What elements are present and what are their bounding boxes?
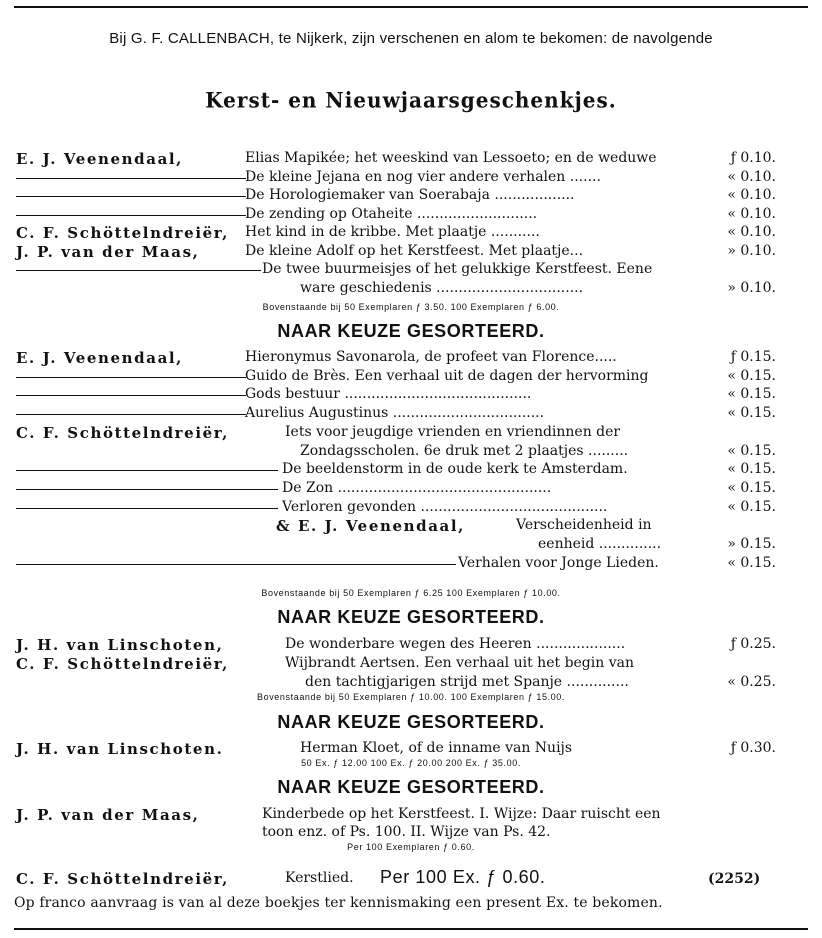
book-title: Wijbrandt Aertsen. Een verhaal uit het begin van bbox=[285, 655, 634, 671]
ditto-dash bbox=[16, 489, 278, 490]
book-title: De Horologiemaker van Soerabaja .................. bbox=[245, 187, 575, 203]
summary-3: Bovenstaande bij 50 Exemplaren ƒ 10.00. 100 Exemplaren ƒ 15.00. bbox=[257, 692, 565, 702]
book-price: ƒ 0.25. bbox=[730, 636, 776, 652]
book-price: « 0.10. bbox=[727, 224, 776, 240]
book-title-kinderbede: Kinderbede op het Kerstfeest. I. Wijze: Daar ruischt een bbox=[262, 806, 661, 822]
author: C. F. Schöttelndreiër, bbox=[16, 655, 229, 673]
intro-text: Bij G. F. CALLENBACH, te Nijkerk, zijn verschenen en alom te bekomen: de navolgende bbox=[109, 30, 713, 47]
ditto-dash bbox=[16, 414, 246, 415]
book-price: « 0.10. bbox=[727, 168, 776, 185]
book-title: Het kind in de kribbe. Met plaatje ........... bbox=[245, 224, 540, 240]
summary-4: 50 Ex. ƒ 12.00 100 Ex. ƒ 20.00 200 Ex. ƒ 35.00. bbox=[301, 758, 521, 768]
author: C. F. Schöttelndreiër, bbox=[16, 423, 229, 442]
author-maas-2: J. P. van der Maas, bbox=[16, 806, 200, 824]
author: E. J. Veenendaal, bbox=[16, 349, 184, 367]
footer-text: Op franco aanvraag is van al deze boekjes ter kennismaking een present Ex. te bekomen. bbox=[14, 895, 663, 911]
author-schottelndreier-3: C. F. Schöttelndreiër, bbox=[16, 870, 229, 888]
ditto-dash bbox=[16, 215, 246, 216]
book-price: « 0.15. bbox=[727, 442, 776, 459]
book-title-kinderbede-2: toon enz. of Ps. 100. II. Wijze van Ps. 42. bbox=[262, 824, 551, 840]
book-title: De kleine Adolf op het Kerstfeest. Met plaatje... bbox=[245, 242, 584, 259]
book-title: Verscheidenheid in bbox=[516, 517, 652, 534]
keuze-1: NAAR KEUZE GESORTEERD. bbox=[277, 321, 545, 341]
book-title: De twee buurmeisjes of het gelukkige Kerstfeest. Eene bbox=[262, 261, 653, 277]
book-price: « 0.15. bbox=[727, 554, 776, 571]
summary-2: Bovenstaande bij 50 Exemplaren ƒ 6.25 100 Exemplaren ƒ 10.00. bbox=[261, 588, 561, 598]
summary-1: Bovenstaande bij 50 Exemplaren ƒ 3.50. 100 Exemplaren ƒ 6.00. bbox=[262, 302, 560, 312]
book-title: eenheid .............. bbox=[538, 536, 662, 552]
ditto-dash bbox=[16, 196, 246, 197]
ditto-dash bbox=[16, 270, 261, 271]
book-title: ware geschiedenis ................................. bbox=[300, 279, 584, 296]
book-title: De Zon ................................................ bbox=[282, 479, 552, 496]
book-title: Aurelius Augustinus .................................. bbox=[245, 405, 545, 422]
ditto-dash bbox=[16, 470, 278, 471]
book-title: De zending op Otaheite ........................... bbox=[245, 205, 538, 222]
book-title: Verloren gevonden .......................................... bbox=[282, 498, 608, 515]
author: J. P. van der Maas, bbox=[16, 242, 200, 261]
book-price: ƒ 0.15. bbox=[730, 349, 776, 365]
ditto-dash bbox=[16, 564, 456, 565]
per-100: Per 100 Ex. ƒ 0.60. bbox=[380, 867, 546, 887]
book-price: » 0.10. bbox=[727, 242, 776, 259]
author: J. H. van Linschoten, bbox=[16, 636, 224, 654]
author-linschoten-2: J. H. van Linschoten. bbox=[16, 740, 224, 758]
book-price: « 0.15. bbox=[727, 461, 776, 478]
book-price: « 0.15. bbox=[727, 367, 776, 384]
book-title: Iets voor jeugdige vrienden en vriendinnen der bbox=[285, 423, 621, 440]
book-title: Elias Mapikée; het weeskind van Lessoeto; en de weduwe bbox=[245, 150, 657, 166]
book-price: ƒ 0.10. bbox=[730, 150, 776, 166]
book-title: Verhalen voor Jonge Lieden. bbox=[458, 554, 659, 571]
book-title: De wonderbare wegen des Heeren .................... bbox=[285, 636, 626, 652]
book-title: Zondagsscholen. 6e druk met 2 plaatjes ......... bbox=[300, 442, 629, 459]
book-price: » 0.15. bbox=[727, 536, 776, 552]
keuze-4: NAAR KEUZE GESORTEERD. bbox=[277, 777, 545, 797]
book-price: « 0.15. bbox=[727, 405, 776, 422]
book-price: « 0.25. bbox=[727, 674, 776, 690]
keuze-3: NAAR KEUZE GESORTEERD. bbox=[277, 712, 545, 732]
book-title: Hieronymus Savonarola, de profeet van Florence..... bbox=[245, 349, 617, 365]
book-title-kerstlied: Kerstlied. bbox=[285, 870, 354, 886]
book-price: « 0.10. bbox=[727, 205, 776, 222]
book-price: « 0.15. bbox=[727, 386, 776, 403]
headline: Kerst- en Nieuwjaarsgeschenkjes. bbox=[205, 87, 617, 113]
author: C. F. Schöttelndreiër, bbox=[16, 224, 229, 242]
summary-5: Per 100 Exemplaren ƒ 0.60. bbox=[347, 842, 475, 852]
price-kloet: ƒ 0.30. bbox=[730, 740, 776, 756]
ditto-dash bbox=[16, 178, 246, 179]
book-price: « 0.10. bbox=[727, 187, 776, 203]
ditto-dash bbox=[16, 508, 278, 509]
author: E. J. Veenendaal, bbox=[16, 150, 184, 168]
ditto-dash bbox=[16, 395, 246, 396]
book-price: « 0.15. bbox=[727, 498, 776, 515]
book-title: den tachtigjarigen strijd met Spanje .............. bbox=[305, 674, 629, 690]
keuze-2: NAAR KEUZE GESORTEERD. bbox=[277, 607, 545, 627]
book-title: Guido de Brès. Een verhaal uit de dagen der hervorming bbox=[245, 367, 649, 384]
book-title-kloet: Herman Kloet, of de inname van Nuijs bbox=[300, 740, 573, 756]
author: & E. J. Veenendaal, bbox=[276, 517, 465, 536]
book-price: « 0.15. bbox=[727, 479, 776, 496]
ad-code: (2252) bbox=[708, 871, 761, 887]
book-title: Gods bestuur .......................................... bbox=[245, 386, 532, 403]
book-price: » 0.10. bbox=[727, 279, 776, 296]
book-title: De kleine Jejana en nog vier andere verhalen ....... bbox=[245, 168, 601, 185]
bottom-rule bbox=[14, 928, 808, 930]
book-title: De beeldenstorm in de oude kerk te Amsterdam. bbox=[282, 461, 628, 478]
ditto-dash bbox=[16, 377, 246, 378]
top-rule bbox=[14, 6, 808, 8]
